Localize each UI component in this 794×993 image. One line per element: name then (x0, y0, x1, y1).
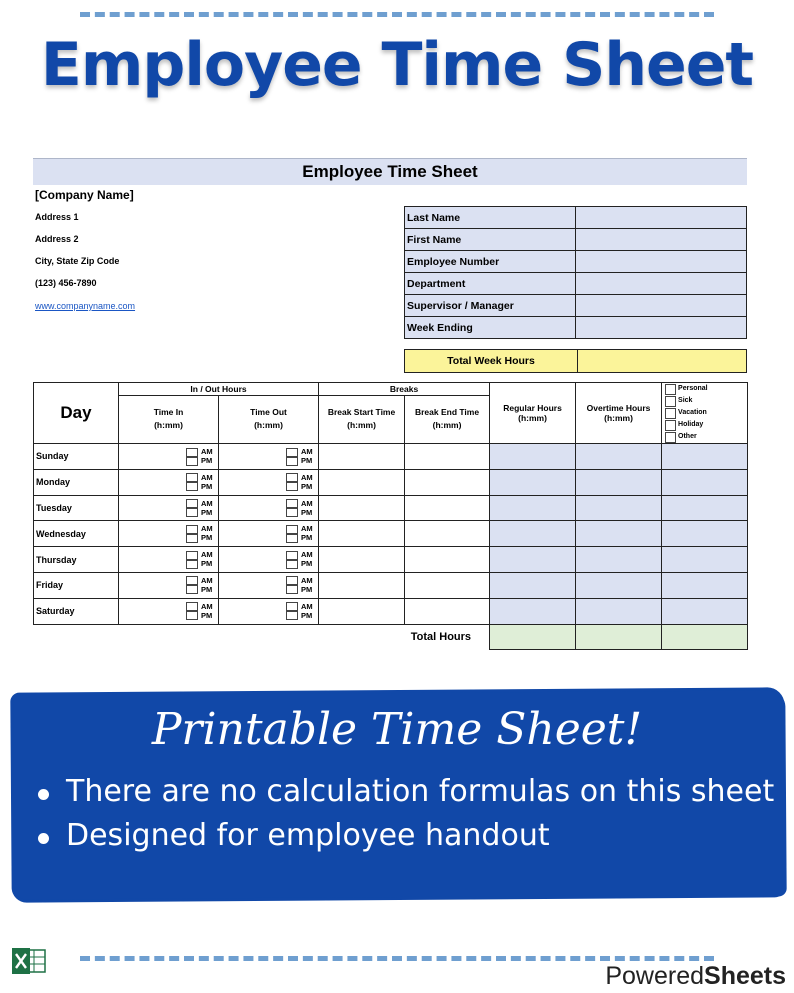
am-option (286, 602, 316, 611)
time-in-cell[interactable] (119, 444, 219, 470)
other-hours-cell[interactable] (662, 521, 748, 547)
pm-label: PM (201, 456, 213, 465)
legend-item (665, 395, 747, 407)
am-pm-selector (286, 447, 316, 465)
am-label: AM (201, 524, 213, 534)
banner-title: Printable Time Sheet! (151, 704, 643, 755)
pm-option (186, 482, 216, 491)
break-start-cell[interactable] (319, 547, 405, 573)
field-value[interactable] (576, 317, 747, 339)
am-label: AM (301, 524, 313, 534)
am-option (186, 576, 216, 585)
regular-hours-cell[interactable] (490, 469, 576, 495)
pm-option (286, 585, 316, 594)
time-in-header (119, 395, 219, 443)
bullet-item: There are no calculation formulas on this sheet (36, 772, 774, 816)
hours-grid (33, 382, 748, 650)
am-option (186, 447, 216, 456)
am-pm-selector (186, 499, 216, 517)
day-row (34, 572, 748, 598)
time-in-cell[interactable] (119, 495, 219, 521)
regular-hours-cell[interactable] (490, 572, 576, 598)
pm-label: PM (301, 610, 313, 620)
break-start-cell[interactable] (319, 598, 405, 624)
break-end-cell[interactable] (405, 547, 490, 573)
break-end-cell[interactable] (405, 572, 490, 598)
am-option (286, 447, 316, 456)
pm-option (286, 482, 316, 491)
pm-label: PM (201, 559, 213, 569)
am-label: AM (301, 498, 313, 508)
top-dashed-divider (80, 12, 714, 17)
pm-label: PM (301, 559, 313, 569)
pm-checkbox[interactable] (186, 457, 198, 466)
break-end-cell[interactable] (405, 521, 490, 547)
pm-option (186, 456, 216, 465)
am-pm-selector (186, 576, 216, 594)
timesheet-preview (33, 158, 747, 650)
regular-hours-cell[interactable] (490, 521, 576, 547)
am-label: AM (301, 472, 313, 482)
regular-hours-cell[interactable] (490, 598, 576, 624)
am-pm-selector (286, 602, 316, 620)
am-label: AM (201, 550, 213, 560)
legend-label: Holiday (678, 421, 704, 428)
legend-item (665, 419, 747, 431)
field-value[interactable] (576, 273, 747, 295)
time-out-cell[interactable] (219, 521, 319, 547)
time-in-cell[interactable] (119, 547, 219, 573)
powered-sheets-logo (605, 962, 786, 991)
pm-label: PM (201, 584, 213, 594)
day-rows (34, 444, 748, 625)
pm-option (186, 611, 216, 620)
feature-bullets (36, 772, 774, 860)
field-value[interactable] (576, 229, 747, 251)
total-hours-label: Total Hours (410, 631, 472, 644)
time-in-cell[interactable] (119, 598, 219, 624)
am-option (186, 499, 216, 508)
am-option (186, 550, 216, 559)
am-pm-selector (186, 473, 216, 491)
time-in-cell[interactable] (119, 572, 219, 598)
time-out-cell[interactable] (219, 598, 319, 624)
legend-checkbox[interactable] (665, 408, 676, 419)
pm-label: PM (201, 610, 213, 620)
am-option (286, 550, 316, 559)
day-row (34, 444, 748, 470)
day-row (34, 469, 748, 495)
am-label: AM (201, 575, 213, 585)
pm-label: PM (301, 507, 313, 517)
unit-label: (h:mm) (154, 420, 183, 431)
pm-checkbox[interactable] (286, 560, 298, 569)
legend-label: Other (678, 433, 697, 440)
total-week-hours-table (404, 349, 747, 373)
am-label: AM (201, 498, 213, 508)
legend-checkbox[interactable] (665, 420, 676, 431)
break-start-cell[interactable] (319, 495, 405, 521)
break-start-label: Break Start Time (327, 407, 396, 418)
field-value[interactable] (576, 207, 747, 229)
bottom-dashed-divider (80, 956, 714, 961)
total-other-hours[interactable] (662, 624, 748, 650)
unit-label: (h:mm) (254, 420, 283, 431)
overtime-hours-cell[interactable] (576, 469, 662, 495)
field-value[interactable] (576, 251, 747, 273)
day-name: Thursday (34, 547, 119, 573)
legend-label: Sick (678, 397, 693, 404)
time-out-label: Time Out (250, 407, 287, 418)
brand-part-2: Sheets (704, 962, 786, 990)
break-end-header (405, 395, 490, 443)
other-hours-cell[interactable] (662, 469, 748, 495)
am-label: AM (301, 601, 313, 611)
company-website-link[interactable]: www.companyname.com (35, 301, 136, 311)
am-pm-selector (186, 550, 216, 568)
pm-checkbox[interactable] (286, 508, 298, 517)
pm-checkbox[interactable] (286, 482, 298, 491)
hero-title: Employee Time Sheet (40, 30, 754, 100)
am-pm-selector (186, 602, 216, 620)
time-out-cell[interactable] (219, 444, 319, 470)
in-out-hours-header: In / Out Hours (119, 383, 319, 396)
field-value[interactable] (576, 295, 747, 317)
pm-label: PM (301, 456, 313, 465)
unit-label: (h:mm) (432, 420, 462, 431)
employee-info-table (404, 206, 747, 339)
pm-option (286, 611, 316, 620)
pm-label: PM (201, 533, 213, 543)
pm-checkbox[interactable] (186, 508, 198, 517)
day-name: Sunday (34, 444, 119, 470)
break-end-cell[interactable] (405, 469, 490, 495)
pm-option (286, 456, 316, 465)
overtime-hours-cell[interactable] (576, 495, 662, 521)
am-pm-selector (286, 576, 316, 594)
overtime-hours-cell[interactable] (576, 547, 662, 573)
am-option (286, 576, 316, 585)
am-label: AM (201, 601, 213, 611)
time-out-cell[interactable] (219, 572, 319, 598)
city-state-zip: City, State Zip Code (35, 256, 120, 266)
am-option (286, 499, 316, 508)
pm-checkbox[interactable] (286, 534, 298, 543)
total-week-hours-value[interactable] (578, 350, 747, 373)
break-start-cell[interactable] (319, 469, 405, 495)
overtime-hours-header (576, 383, 662, 444)
pm-label: PM (201, 507, 213, 517)
am-pm-selector (286, 499, 316, 517)
other-hours-cell[interactable] (662, 572, 748, 598)
legend-item (665, 407, 747, 419)
am-label: AM (301, 575, 313, 585)
time-out-cell[interactable] (219, 547, 319, 573)
pm-checkbox[interactable] (286, 611, 298, 620)
break-start-cell[interactable] (319, 521, 405, 547)
address-line-2: Address 2 (35, 234, 79, 244)
pm-label: PM (301, 584, 313, 594)
day-row (34, 547, 748, 573)
pm-checkbox[interactable] (286, 457, 298, 466)
am-pm-selector (286, 550, 316, 568)
regular-hours-cell[interactable] (490, 547, 576, 573)
day-row (34, 495, 748, 521)
am-label: AM (201, 447, 213, 456)
break-end-cell[interactable] (405, 495, 490, 521)
breaks-header: Breaks (319, 383, 490, 396)
regular-hours-label: Regular Hours (503, 403, 562, 413)
overtime-hours-cell[interactable] (576, 521, 662, 547)
pm-option (186, 585, 216, 594)
day-name: Friday (34, 572, 119, 598)
regular-hours-header (490, 383, 576, 444)
field-label: Last Name (405, 207, 576, 229)
am-option (286, 524, 316, 533)
legend-label: Vacation (678, 409, 707, 416)
pm-option (186, 559, 216, 568)
day-column-header: Day (34, 383, 119, 444)
day-row (34, 598, 748, 624)
overtime-hours-cell[interactable] (576, 598, 662, 624)
overtime-hours-cell[interactable] (576, 444, 662, 470)
unit-label: (h:mm) (347, 420, 376, 431)
sheet-title: Employee Time Sheet (33, 158, 747, 185)
pm-label: PM (201, 481, 213, 491)
pm-option (186, 508, 216, 517)
unit-label: (h:mm) (518, 413, 547, 423)
legend-checkbox[interactable] (665, 396, 676, 407)
break-end-label: Break End Time (414, 407, 480, 418)
pm-checkbox[interactable] (186, 482, 198, 491)
pm-option (286, 533, 316, 542)
am-option (186, 602, 216, 611)
excel-icon (12, 946, 46, 976)
total-week-hours-label: Total Week Hours (405, 350, 578, 373)
total-regular-hours[interactable] (490, 624, 576, 650)
day-name: Wednesday (34, 521, 119, 547)
overtime-hours-label: Overtime Hours (586, 403, 651, 413)
legend-checkbox[interactable] (665, 432, 676, 443)
pm-label: PM (301, 481, 313, 491)
am-option (286, 473, 316, 482)
field-label: First Name (405, 229, 576, 251)
time-out-header (219, 395, 319, 443)
total-overtime-hours[interactable] (576, 624, 662, 650)
field-label: Week Ending (405, 317, 576, 339)
brand-part-1: Powered (605, 962, 705, 990)
other-hours-cell[interactable] (662, 444, 748, 470)
am-pm-selector (186, 524, 216, 542)
bullet-item: Designed for employee handout (36, 816, 774, 860)
field-label: Employee Number (405, 251, 576, 273)
am-label: AM (301, 447, 313, 456)
other-hours-cell[interactable] (662, 495, 748, 521)
am-option (186, 524, 216, 533)
legend-label: Personal (678, 385, 708, 392)
regular-hours-cell[interactable] (490, 444, 576, 470)
break-start-cell[interactable] (319, 444, 405, 470)
pm-option (186, 533, 216, 542)
pm-option (286, 559, 316, 568)
other-hours-cell[interactable] (662, 598, 748, 624)
time-in-cell[interactable] (119, 469, 219, 495)
company-name: [Company Name] (35, 188, 134, 202)
pm-checkbox[interactable] (186, 534, 198, 543)
phone-number: (123) 456-7890 (35, 278, 97, 288)
pm-checkbox[interactable] (186, 560, 198, 569)
day-name: Tuesday (34, 495, 119, 521)
unit-label: (h:mm) (604, 413, 633, 423)
field-label: Supervisor / Manager (405, 295, 576, 317)
legend-item (665, 431, 747, 443)
pm-checkbox[interactable] (186, 585, 198, 594)
legend-checkbox[interactable] (665, 384, 676, 395)
regular-hours-cell[interactable] (490, 495, 576, 521)
pm-label: PM (301, 533, 313, 543)
leave-type-legend (662, 383, 748, 444)
am-label: AM (301, 550, 313, 560)
break-start-header (319, 395, 405, 443)
am-option (186, 473, 216, 482)
day-name: Saturday (34, 598, 119, 624)
break-end-cell[interactable] (405, 444, 490, 470)
time-in-cell[interactable] (119, 521, 219, 547)
field-label: Department (405, 273, 576, 295)
address-line-1: Address 1 (35, 212, 79, 222)
overtime-hours-cell[interactable] (576, 572, 662, 598)
am-pm-selector (286, 524, 316, 542)
day-name: Monday (34, 469, 119, 495)
legend-item (665, 383, 747, 395)
pm-checkbox[interactable] (186, 611, 198, 620)
break-start-cell[interactable] (319, 572, 405, 598)
pm-checkbox[interactable] (286, 585, 298, 594)
break-end-cell[interactable] (405, 598, 490, 624)
am-label: AM (201, 472, 213, 482)
am-pm-selector (286, 473, 316, 491)
time-out-cell[interactable] (219, 469, 319, 495)
day-row (34, 521, 748, 547)
pm-option (286, 508, 316, 517)
other-hours-cell[interactable] (662, 547, 748, 573)
time-in-label: Time In (153, 407, 184, 418)
am-pm-selector (186, 447, 216, 465)
time-out-cell[interactable] (219, 495, 319, 521)
